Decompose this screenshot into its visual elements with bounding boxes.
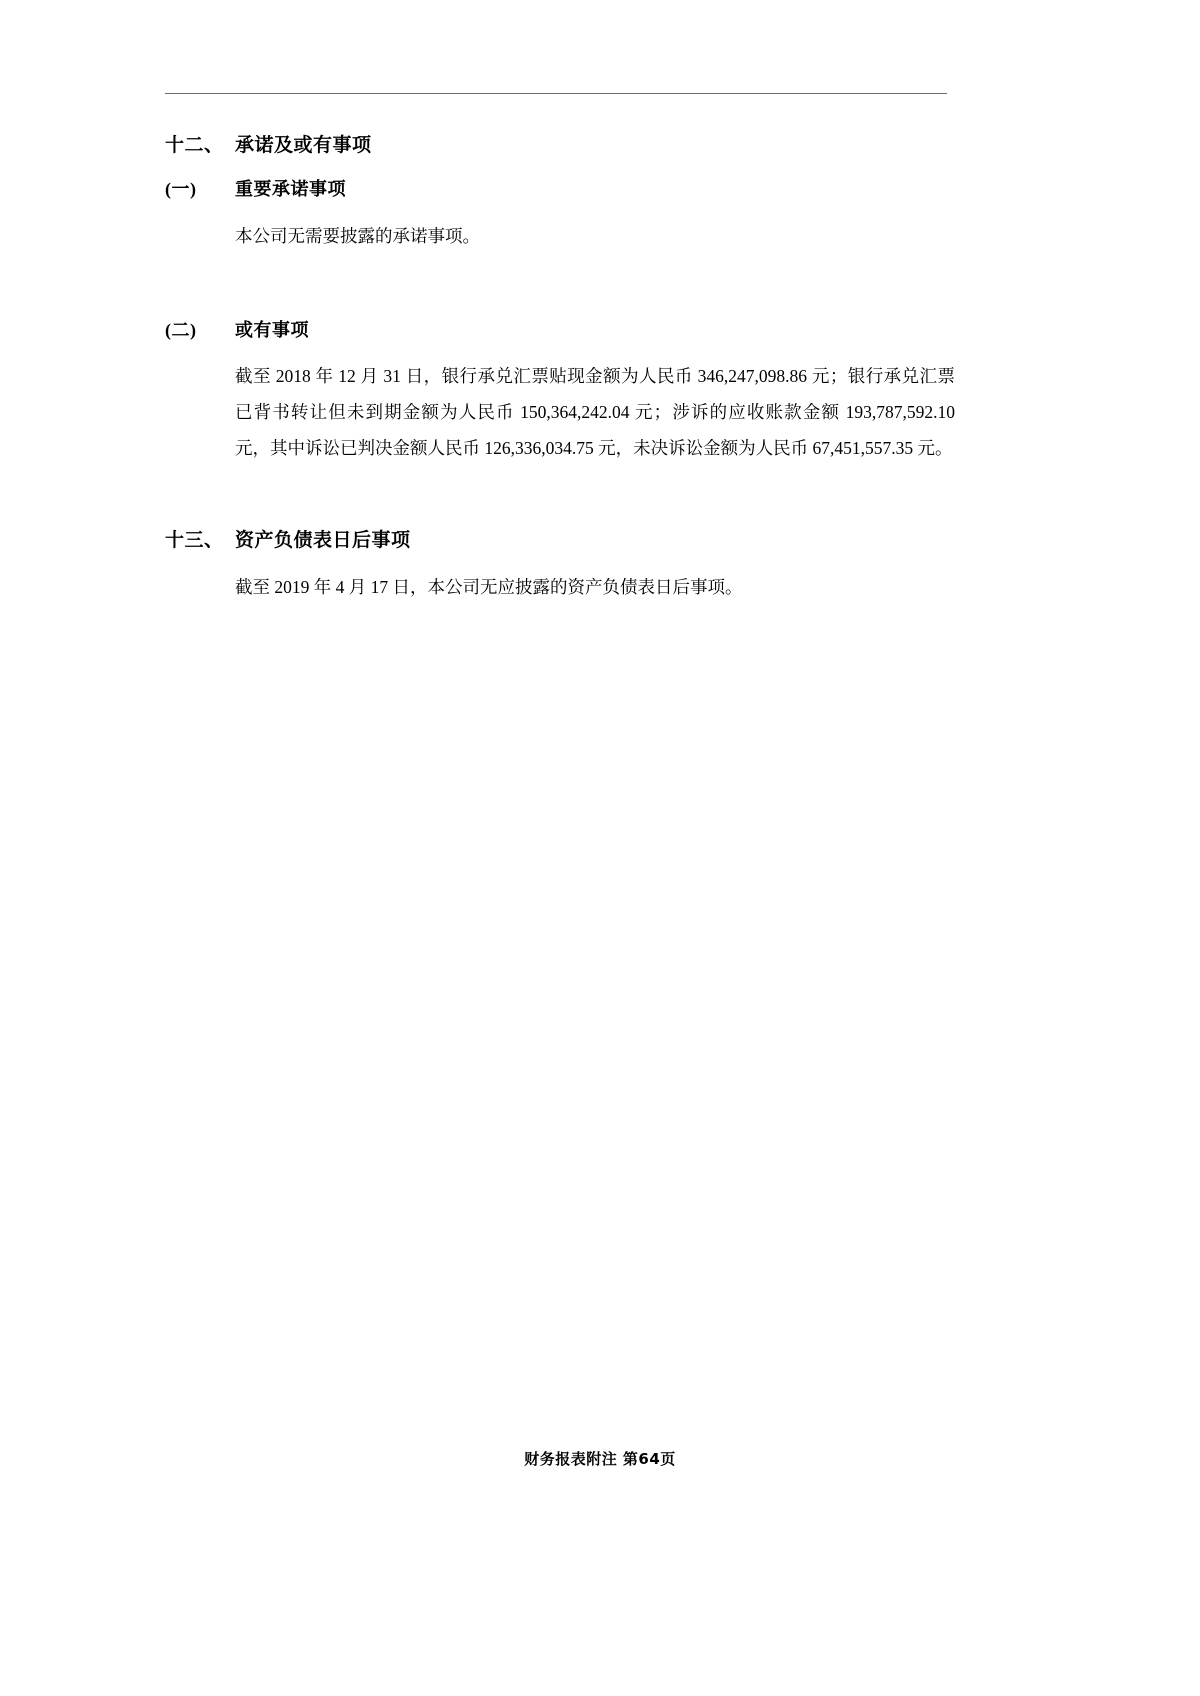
section-heading-12: [165, 130, 955, 157]
spacer: [165, 485, 955, 525]
page-content: [165, 130, 955, 623]
subsection-heading-12-1: [165, 175, 955, 201]
section-title-12: 承诺及或有事项: [235, 135, 372, 156]
subsection-title-12-1: 重要承诺事项: [235, 179, 346, 199]
spacer: [165, 272, 955, 316]
subsection-body-12-2: 截至 2018 年 12 月 31 日，银行承兑汇票贴现金额为人民币 346,247,098.86 元；银行承兑汇票已背书转让但未到期金额为人民币 150,364,242.04 元；涉诉的应收账款金额 193,787,592.10 元，其中诉讼已判决金额人民币 126,336,034.75 元，未决诉讼金额为人民币 67,451,557.35 元。: [235, 366, 955, 459]
section-body-13: 截至 2019 年 4 月 17 日，本公司无应披露的资产负债表日后事项。: [235, 576, 743, 597]
section-title-13: 资产负债表日后事项: [235, 529, 411, 551]
subsection-title-12-2: 或有事项: [235, 319, 309, 340]
section-number-12: 十二、: [165, 135, 224, 156]
section-number-13: 十三、: [165, 529, 224, 551]
subsection-number-12-1: (一): [165, 179, 197, 199]
page-footer: 财务报表附注 第64页: [524, 1450, 676, 1468]
subsection-heading-12-2: [165, 316, 955, 342]
subsection-number-12-2: (二): [165, 319, 197, 340]
section-heading-13: [165, 525, 955, 552]
header-divider: [165, 93, 947, 94]
subsection-body-12-1: 本公司无需要披露的承诺事项。: [235, 225, 480, 246]
